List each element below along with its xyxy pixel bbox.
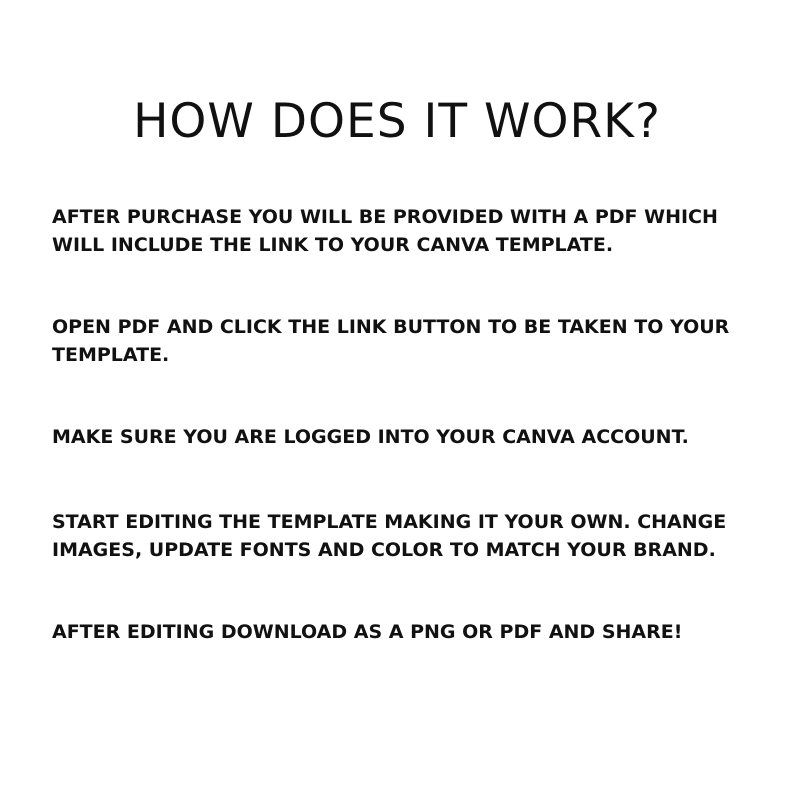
instruction-step-4: START EDITING THE TEMPLATE MAKING IT YOUR OWN. CHANGE IMAGES, UPDATE FONTS AND COLOR TO MATCH YOUR BRAND.: [52, 511, 727, 561]
instruction-step-3: MAKE SURE YOU ARE LOGGED INTO YOUR CANVA ACCOUNT.: [52, 426, 689, 448]
page-title: HOW DOES IT WORK?: [133, 94, 661, 149]
instruction-step-5: AFTER EDITING DOWNLOAD AS A PNG OR PDF AND SHARE!: [52, 621, 683, 643]
instruction-step-2: OPEN PDF AND CLICK THE LINK BUTTON TO BE TAKEN TO YOUR TEMPLATE.: [52, 316, 730, 366]
instruction-step-1: AFTER PURCHASE YOU WILL BE PROVIDED WITH A PDF WHICH WILL INCLUDE THE LINK TO YOUR CANVA TEMPLATE.: [52, 206, 718, 256]
